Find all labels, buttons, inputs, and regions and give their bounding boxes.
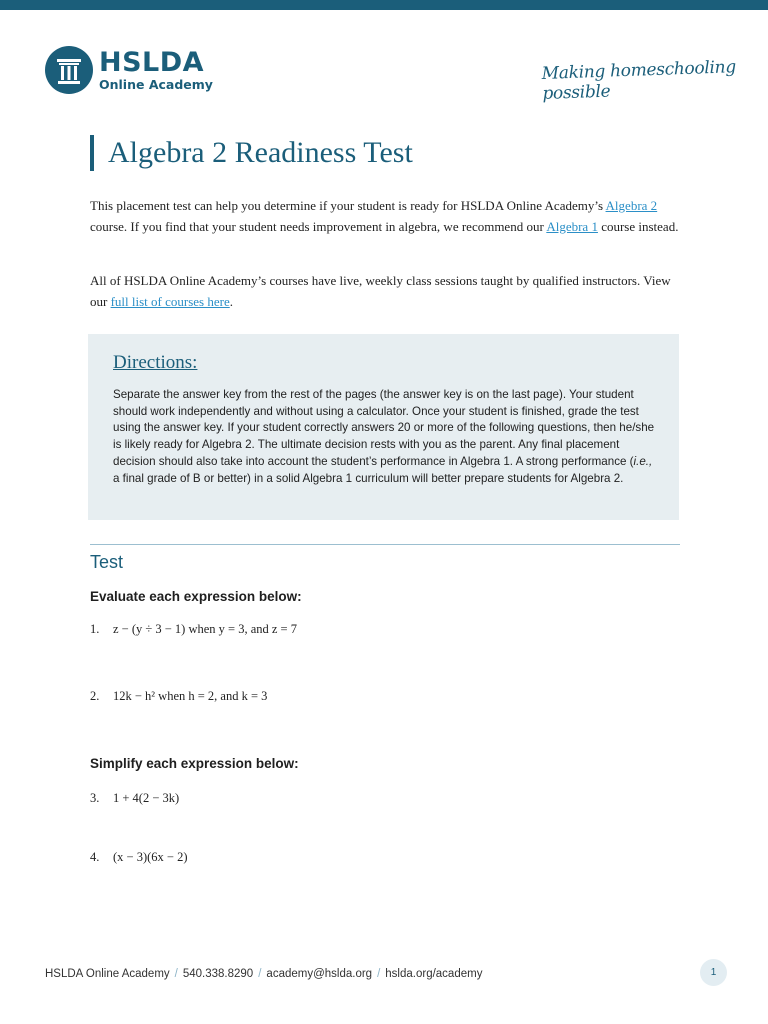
- directions-title: Directions:: [113, 352, 198, 373]
- footer-phone: 540.338.8290: [182, 968, 254, 980]
- hslda-logo[interactable]: [45, 46, 213, 94]
- column-pillar-icon: [45, 46, 93, 94]
- logo-name: HSLDA: [99, 46, 205, 78]
- question-1: [90, 622, 297, 637]
- directions-panel: [88, 334, 679, 520]
- question-text: (x − 3)(6x − 2): [113, 850, 188, 864]
- footer-separator: /: [174, 968, 178, 980]
- question-4: [90, 850, 188, 865]
- algebra-2-link[interactable]: Algebra 2: [605, 198, 658, 213]
- footer-email[interactable]: academy@hslda.org: [266, 968, 373, 980]
- title-block: [90, 135, 413, 171]
- section-divider: [90, 544, 680, 545]
- question-number: 4.: [90, 850, 100, 864]
- tagline: Making homeschooling possible: [541, 57, 737, 104]
- footer-separator: /: [258, 968, 262, 980]
- question-2: [90, 689, 267, 704]
- footer-org: HSLDA Online Academy: [45, 968, 170, 980]
- question-3: [90, 791, 179, 806]
- courses-list-link[interactable]: full list of courses here: [110, 293, 230, 309]
- evaluate-heading: Evaluate each expression below:: [90, 589, 302, 604]
- logo-subtitle: Online Academy: [99, 76, 213, 92]
- footer-separator: /: [377, 968, 381, 980]
- simplify-heading: Simplify each expression below:: [90, 756, 299, 771]
- directions-text: Separate the answer key from the rest of the pages (the answer key is on the last page). Your student should work independently and without using a calculator. Once your student is finished, grade the test using the answer key. If your student correctly answers 20 or more of the following questions, then he/she is likely ready for Algebra 2. The ultimate decision rests with you as the parent. Any final placement decision should also take into account the student’s performance in Algebra 1. A strong performance (i.e., a final grade of B or better) in a solid Algebra 1 curriculum will better prepare students for Algebra 2.: [113, 388, 655, 485]
- question-number: 2.: [90, 689, 100, 703]
- question-text: 1 + 4(2 − 3k): [113, 791, 180, 805]
- page-number-badge: 1: [700, 959, 727, 986]
- footer-website[interactable]: hslda.org/academy: [385, 968, 483, 980]
- test-section-title: Test: [90, 552, 124, 572]
- algebra-1-link[interactable]: Algebra 1: [546, 218, 598, 234]
- top-color-bar: [0, 0, 768, 10]
- question-text: 12k − h² when h = 2, and k = 3: [113, 689, 268, 703]
- question-text: z − (y ÷ 3 − 1) when y = 3, and z = 7: [113, 622, 297, 636]
- question-number: 3.: [90, 791, 100, 805]
- intro-paragraph-2: All of HSLDA Online Academy’s courses have live, weekly class sessions taught by qualified instructors. View our full list of courses here.: [90, 273, 671, 309]
- page-title: Algebra 2 Readiness Test: [108, 136, 413, 169]
- question-number: 1.: [90, 622, 100, 636]
- footer: [45, 968, 482, 980]
- intro-paragraph-1: This placement test can help you determine if your student is ready for HSLDA Online Academy’s Algebra 2 course. If you find that your student needs improvement in algebra, we recommend our Algebra 1 course instead.: [90, 198, 679, 234]
